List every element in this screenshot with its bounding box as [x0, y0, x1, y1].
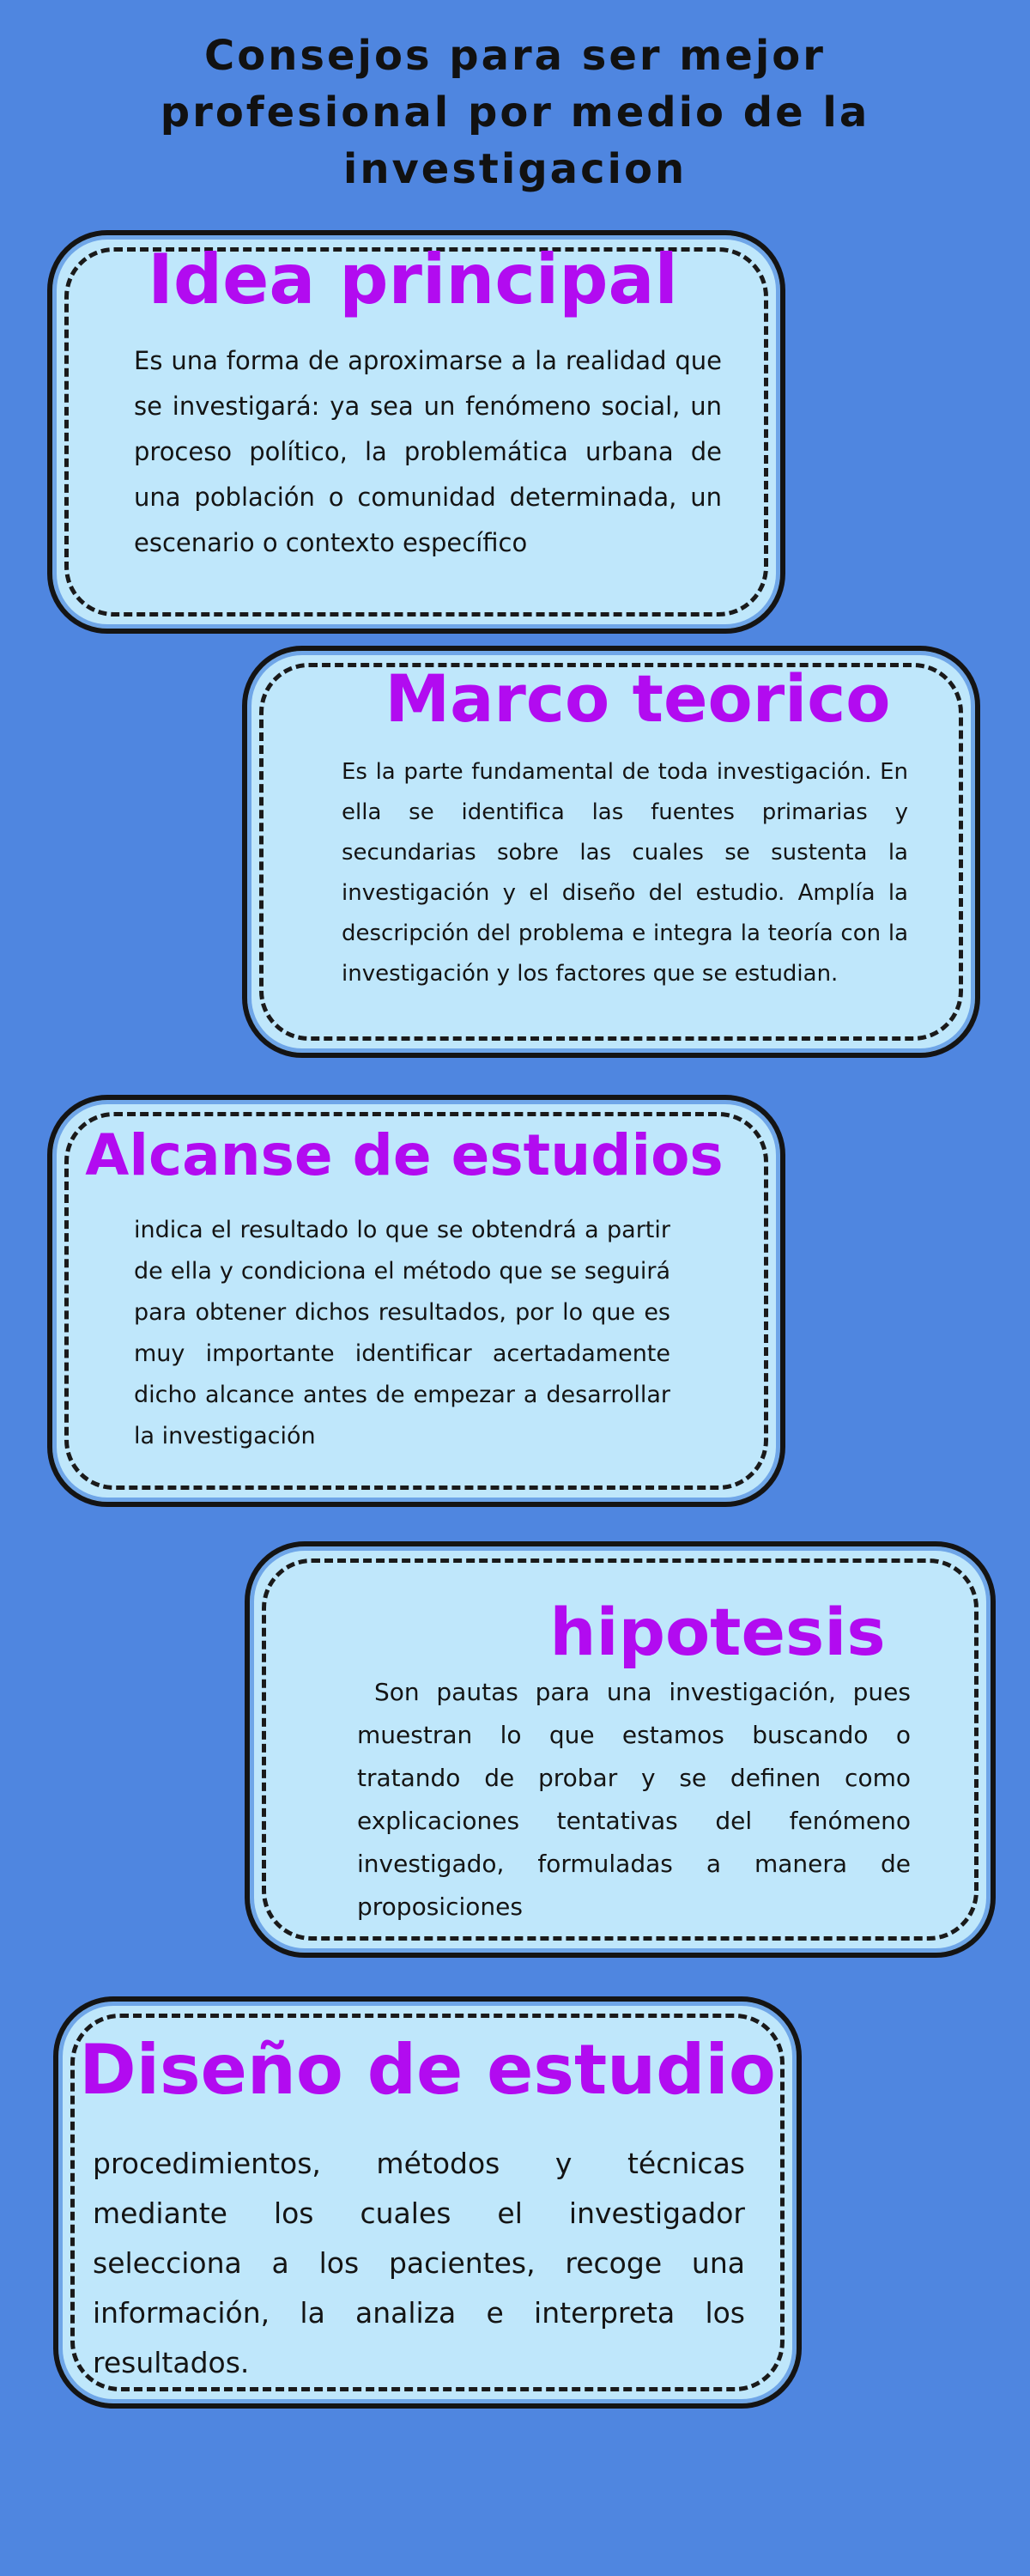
card-diseno-de-estudio — [53, 1996, 802, 2409]
card-idea-principal — [47, 230, 785, 634]
card-alcanse-de-estudios — [47, 1095, 785, 1507]
card-title: hipotesis — [549, 1594, 886, 1670]
card-hipotesis — [245, 1541, 996, 1958]
card-text: Es una forma de aproximarse a la realidad que se investigará: ya sea un fenómeno social, un proceso político, la problemática urbana de una población o comunidad determinada, un escenario o contexto específico — [134, 346, 722, 557]
card-text: procedimientos, métodos y técnicas mediante los cuales el investigador selecciona a los pacientes, recoge una información, la analiza e interpreta los resultados. — [93, 2147, 745, 2379]
card-title: Marco teorico — [385, 660, 891, 737]
card-text: indica el resultado lo que se obtendrá a partir de ella y condiciona el método que se seguirá para obtener dichos resultados, por lo que es muy importante identificar acertadamente dicho alcance antes de empezar a desarrollar la investigación — [134, 1217, 670, 1449]
card-title: Alcanse de estudios — [85, 1122, 724, 1188]
card-text: Es la parte fundamental de toda investigación. En ella se identifica las fuentes primarias y secundarias sobre las cuales se sustenta la investigación y el diseño del estudio. Amplía la descripción del problema e integra la teoría con la investigación y los factores que se estudian. — [342, 759, 908, 987]
card-text: Son pautas para una investigación, pues muestran lo que estamos buscando o tratando de probar y se definen como explicaciones tentativas del fenómeno investigado, formuladas a manera de proposiciones — [357, 1678, 911, 1921]
card-title: Diseño de estudio — [79, 2030, 776, 2110]
card-title: Idea principal — [148, 240, 678, 319]
page-title: Consejos para ser mejor profesional por medio de la investigacion — [160, 32, 870, 193]
card-marco-teorico — [242, 646, 980, 1058]
